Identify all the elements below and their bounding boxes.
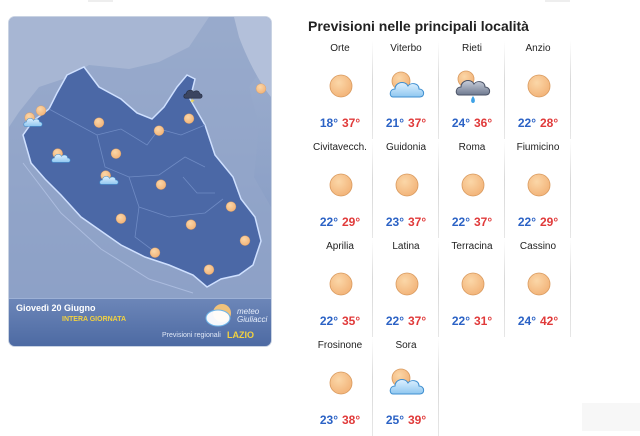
- max-temperature: 37°: [408, 215, 427, 229]
- forecast-date: Giovedì 20 Giugno: [16, 303, 96, 313]
- max-temperature: 31°: [474, 314, 493, 328]
- sun-icon: [387, 168, 427, 202]
- cloud-sun-icon: [387, 366, 427, 400]
- page-title: Previsioni nelle principali località: [308, 18, 529, 34]
- min-temperature: 22°: [319, 314, 338, 328]
- city-name: Frosinone: [317, 340, 363, 351]
- max-temperature: 38°: [342, 413, 361, 427]
- map-sun-icon: [222, 199, 240, 219]
- city-name: Civitavecch.: [313, 142, 367, 153]
- sun-icon: [453, 168, 493, 202]
- temperature-range: [373, 413, 439, 427]
- min-temperature: 22°: [451, 314, 470, 328]
- cloud-rain-icon: [453, 69, 493, 103]
- sun-icon: [321, 168, 361, 202]
- city-forecast-cell[interactable]: [439, 239, 505, 337]
- city-name: Roma: [458, 142, 486, 153]
- sun-icon: [387, 267, 427, 301]
- max-temperature: 29°: [540, 215, 559, 229]
- map-sun-cloud-icon: [22, 111, 44, 135]
- min-temperature: 22°: [385, 314, 404, 328]
- city-name: Orte: [330, 43, 350, 54]
- min-temperature: 22°: [319, 215, 338, 229]
- sun-icon: [321, 69, 361, 103]
- max-temperature: 37°: [408, 116, 427, 130]
- map-sun-icon: [152, 177, 170, 197]
- temperature-range: [307, 215, 373, 229]
- city-name: Terracina: [451, 241, 493, 252]
- temperature-range: [505, 116, 571, 130]
- city-forecast-cell[interactable]: [505, 140, 571, 238]
- city-forecast-cell[interactable]: [307, 338, 373, 436]
- map-sun-icon: [150, 123, 168, 143]
- temperature-range: [373, 314, 439, 328]
- cloud-sun-icon: [387, 69, 427, 103]
- map-sun-icon: [112, 211, 130, 231]
- city-forecast-cell[interactable]: [373, 41, 439, 139]
- max-temperature: 39°: [408, 413, 427, 427]
- brand-name: meteo Giuliacci: [237, 307, 268, 324]
- map-sun-icon: [90, 115, 108, 135]
- city-name: Cassino: [519, 241, 557, 252]
- city-forecast-cell[interactable]: [373, 239, 439, 337]
- city-name: Viterbo: [390, 43, 422, 54]
- min-temperature: 18°: [319, 116, 338, 130]
- map-caption: Previsioni regionali: [162, 332, 221, 339]
- map-thunderstorm-icon: [182, 85, 204, 109]
- city-forecast-cell[interactable]: [439, 140, 505, 238]
- temperature-range: [505, 215, 571, 229]
- city-forecast-cell[interactable]: [505, 41, 571, 139]
- city-forecast-cell[interactable]: [505, 239, 571, 337]
- regional-map-card[interactable]: [9, 17, 271, 346]
- temperature-range: [307, 413, 373, 427]
- min-temperature: 22°: [517, 116, 536, 130]
- min-temperature: 22°: [451, 215, 470, 229]
- city-forecast-cell[interactable]: [307, 239, 373, 337]
- max-temperature: 35°: [342, 314, 361, 328]
- min-temperature: 23°: [319, 413, 338, 427]
- map-sun-icon: [180, 111, 198, 131]
- min-temperature: 25°: [385, 413, 404, 427]
- temperature-range: [373, 215, 439, 229]
- temperature-range: [307, 314, 373, 328]
- map-sun-cloud-icon: [50, 147, 72, 171]
- region-name: LAZIO: [227, 330, 254, 340]
- city-name: Latina: [392, 241, 420, 252]
- sun-icon: [519, 69, 559, 103]
- min-temperature: 24°: [517, 314, 536, 328]
- temperature-range: [439, 116, 505, 130]
- city-forecast-cell[interactable]: [373, 338, 439, 436]
- map-sun-icon: [252, 81, 270, 101]
- map-sun-icon: [107, 146, 125, 166]
- max-temperature: 28°: [540, 116, 559, 130]
- sun-icon: [321, 366, 361, 400]
- temperature-range: [439, 314, 505, 328]
- max-temperature: 42°: [540, 314, 559, 328]
- blank-corner-tile: [582, 403, 640, 431]
- sun-icon: [321, 267, 361, 301]
- max-temperature: 37°: [408, 314, 427, 328]
- map-sun-icon: [182, 217, 200, 237]
- lazio-map-graphic: [9, 17, 271, 346]
- sun-icon: [519, 168, 559, 202]
- min-temperature: 24°: [451, 116, 470, 130]
- map-footer-bar: [9, 298, 271, 346]
- city-name: Fiumicino: [516, 142, 560, 153]
- temperature-range: [307, 116, 373, 130]
- max-temperature: 37°: [474, 215, 493, 229]
- city-forecast-cell[interactable]: [307, 41, 373, 139]
- city-forecast-cell[interactable]: [439, 41, 505, 139]
- max-temperature: 29°: [342, 215, 361, 229]
- max-temperature: 36°: [474, 116, 493, 130]
- temperature-range: [439, 215, 505, 229]
- max-temperature: 37°: [342, 116, 361, 130]
- map-sun-icon: [236, 233, 254, 253]
- city-name: Guidonia: [385, 142, 427, 153]
- city-name: Rieti: [461, 43, 482, 54]
- min-temperature: 23°: [385, 215, 404, 229]
- sun-icon: [453, 267, 493, 301]
- top-edge-tile: [545, 0, 570, 2]
- city-name: Sora: [395, 340, 417, 351]
- city-forecast-cell[interactable]: [307, 140, 373, 238]
- temperature-range: [373, 116, 439, 130]
- city-name: Aprilia: [326, 241, 354, 252]
- min-temperature: 22°: [517, 215, 536, 229]
- city-forecast-cell[interactable]: [373, 140, 439, 238]
- map-sun-icon: [146, 245, 164, 265]
- forecast-period: INTERA GIORNATA: [62, 316, 127, 323]
- map-sun-cloud-icon: [98, 169, 120, 193]
- min-temperature: 21°: [385, 116, 404, 130]
- map-sun-icon: [200, 262, 218, 282]
- meteo-giuliacci-logo: [205, 302, 235, 328]
- temperature-range: [505, 314, 571, 328]
- top-edge-tile: [88, 0, 113, 2]
- city-name: Anzio: [525, 43, 551, 54]
- sun-icon: [519, 267, 559, 301]
